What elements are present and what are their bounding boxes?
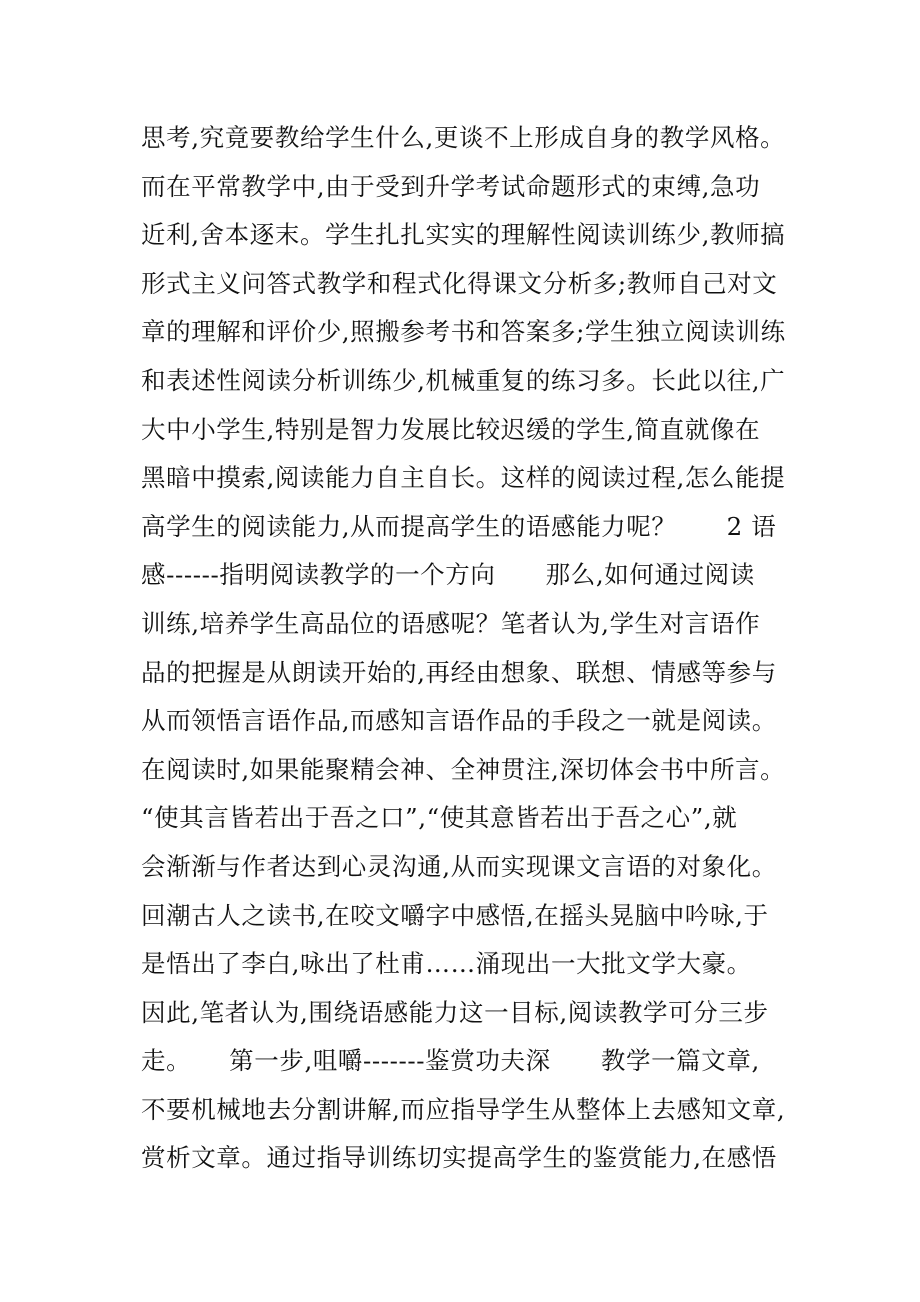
text-line: 高学生的阅读能力,从而提高学生的语感能力呢？ 2 语 xyxy=(141,511,777,541)
text-line: 思考,究竟要教给学生什么,更谈不上形成自身的教学风格。 xyxy=(141,123,786,152)
text-line: 在阅读时,如果能聚精会神、全神贯注,深切体会书中所言。 xyxy=(141,754,786,784)
text-line: 赏析文章。通过指导训练切实提高学生的鉴赏能力,在感悟 xyxy=(141,1143,777,1173)
text-line: 因此,笔者认为,围绕语感能力这一目标,阅读教学可分三步 xyxy=(141,997,769,1027)
text-line: 品的把握是从朗读开始的,再经由想象、联想、情感等参与 xyxy=(141,657,777,687)
text-line: 会渐渐与作者达到心灵沟通,从而实现课文言语的对象化。 xyxy=(141,851,777,881)
text-line: 黑暗中摸索,阅读能力自主自长。这样的阅读过程,怎么能提 xyxy=(141,463,786,493)
text-line: “使其言皆若出于吾之口”,“使其意皆若出于吾之心”,就 xyxy=(141,803,738,833)
text-line: 回潮古人之读书,在咬文嚼字中感悟,在摇头晃脑中吟咏,于 xyxy=(141,900,769,930)
text-line: 而在平常教学中,由于受到升学考试命题形式的束缚,急功 xyxy=(141,171,761,201)
text-line: 近利,舍本逐末。学生扎扎实实的理解性阅读训练少,教师搞 xyxy=(141,220,786,250)
text-line: 训练,培养学生高品位的语感呢？笔者认为,学生对言语作 xyxy=(141,608,761,638)
body-text xyxy=(141,114,811,1183)
text-line: 从而领悟言语作品,而感知言语作品的手段之一就是阅读。 xyxy=(141,706,777,736)
text-line: 和表述性阅读分析训练少,机械重复的练习多。长此以往,广 xyxy=(141,365,786,395)
text-line: 不要机械地去分割讲解,而应指导学生从整体上去感知文章, xyxy=(141,1094,786,1124)
text-line: 感------指明阅读教学的一个方向 那么,如何通过阅读 xyxy=(141,560,755,590)
text-line: 是悟出了李白,咏出了杜甫……涌现出一大批文学大豪。 xyxy=(141,949,752,979)
text-line: 形式主义问答式教学和程式化得课文分析多;教师自己对文 xyxy=(141,268,778,298)
text-line: 走。 第一步,咀嚼-------鉴赏功夫深 教学一篇文章, xyxy=(141,1046,760,1076)
text-line: 章的理解和评价少,照搬参考书和答案多;学生独立阅读训练 xyxy=(141,317,786,347)
text-line: 大中小学生,特别是智力发展比较迟缓的学生,简直就像在 xyxy=(141,414,761,444)
